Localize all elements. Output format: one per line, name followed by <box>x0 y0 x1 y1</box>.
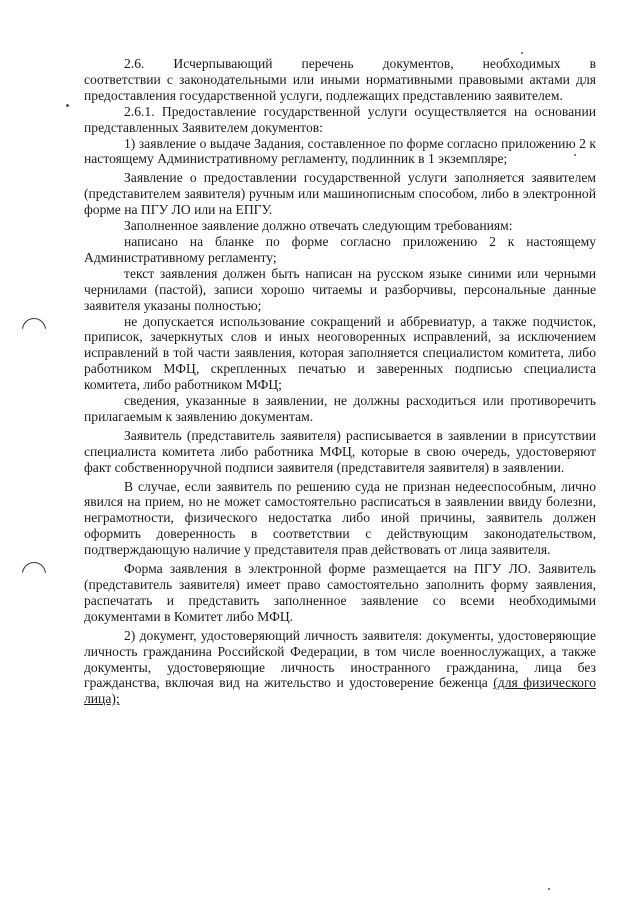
scan-speck <box>66 104 69 107</box>
requirements-intro: Заполненное заявление должно отвечать следующим требованиям: <box>124 218 513 234</box>
section-2-6-1: 2.6.1. Предоставление государственной услуги осуществляется на основании представленных Заявителем документов: <box>84 103 596 135</box>
requirement-form: написано на бланке по форме согласно приложению 2 к настоящему Административному регламенту; <box>84 233 596 265</box>
item-2-identity-document <box>84 628 596 708</box>
punch-hole-bottom <box>22 562 46 586</box>
requirement-no-abbreviations: не допускается использование сокращений и аббревиатур, а также подчисток, приписок, зачеркнутых слов и иных неоговоренных исправлений, за исключением исправлений в той части заявления, которая заполняется специалистом комитета, либо работником МФЦ, скрепленных печатью и заверенных подписью специалиста комитета, либо работником МФЦ; <box>84 313 596 393</box>
for-individual-note: (для физического лица); <box>84 675 596 707</box>
document-page <box>84 56 596 707</box>
applicant-signature: Заявитель (представитель заявителя) расписывается в заявлении в присутствии специалиста комитета либо работника МФЦ, которые в свою очередь, удостоверяют факт собственноручной подписи заявителя (представителя заявителя) в заявлении. <box>84 427 596 475</box>
section-2-6-heading: 2.6. Исчерпывающий перечень документов, необходимых в соответствии с законодательными или иными нормативными правовыми актами для предоставления государственной услуги, подлежащих представлению заявителем. <box>84 56 596 103</box>
punch-hole-top <box>22 318 46 342</box>
item-2-text: 2) документ, удостоверяющий личность заявителя: документы, удостоверяющие личность гражданина Российской Федерации, в том числе военнослужащих, а также документы, удостоверяющие личность иностранного гражданина, лица без гражданства, включая вид на жительство и удостоверение беженца <box>84 627 596 691</box>
applicant-unable-to-sign: В случае, если заявитель по решению суда не признан недееспособным, лично явился на прием, но не может самостоятельно расписаться в заявлении ввиду болезни, неграмотности, физического недостатка либо иной причины, заявитель должен оформить доверенность в соответствии с действующим законодательством, подтверждающую наличие у представителя прав действовать от лица заявителя. <box>84 478 596 558</box>
item-1-application: 1) заявление о выдаче Задания, составленное по форме согласно приложению 2 к настоящему Административному регламенту, подлинник в 1 экземпляре; <box>84 135 596 167</box>
scan-speck <box>548 888 550 890</box>
requirement-consistency: сведения, указанные в заявлении, не должны расходиться или противоречить прилагаемым к заявлению документам. <box>84 393 596 424</box>
scan-speck <box>521 52 523 54</box>
requirement-text: текст заявления должен быть написан на русском языке синими или черными чернилами (пастой), записи хорошо читаемы и разборчивы, персональные данные заявителя указаны полностью; <box>84 265 596 313</box>
electronic-form: Форма заявления в электронной форме размещается на ПГУ ЛО. Заявитель (представитель заявителя) имеет право самостоятельно заполнить форму заявления, распечатать и представить заполненное заявление со всеми необходимыми документами в Комитет либо МФЦ. <box>84 561 596 624</box>
application-filling: Заявление о предоставлении государственной услуги заполняется заявителем (представителем заявителя) ручным или машинописным способом, либо в электронной форме на ПГУ ЛО или на ЕПГУ. <box>84 170 596 218</box>
